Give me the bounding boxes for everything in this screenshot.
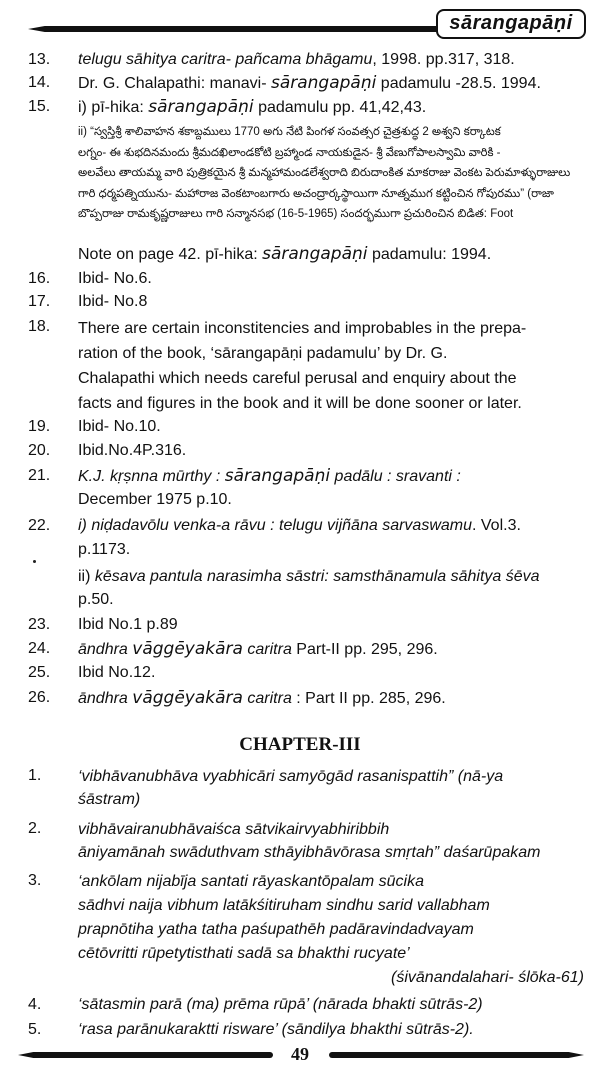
page-number: 49 xyxy=(291,1044,309,1064)
telugu-line: బొప్పరాజు రామకృష్ణరాజులు గారి సన్మానసభ (16-5-1965) సందర్భముగా ప్రచురించిన బిడిత: Foot xyxy=(78,208,514,220)
note-number: 3. xyxy=(28,872,42,889)
note-number: 26. xyxy=(28,689,51,706)
note-number: 22. xyxy=(28,517,51,534)
telugu-line: ii) “స్వస్తిశ్రీ శాలివాహన శకాబ్దములు 1770 అగు నేటి పింగళ సంవత్సర చైత్రశుద్ధ 2 అశ్వని కర్కాటక xyxy=(78,126,501,138)
note-number: 21. xyxy=(28,467,51,484)
note-number: 17. xyxy=(28,293,51,310)
verse-attribution: (śivānandalahari- ślōka-61) xyxy=(391,969,584,986)
note-number: 4. xyxy=(28,996,42,1013)
stray-mark xyxy=(33,560,36,563)
chapter-heading: CHAPTER-III xyxy=(239,734,361,755)
note-number: 5. xyxy=(28,1021,42,1038)
header-rule xyxy=(28,26,446,32)
note-number: 19. xyxy=(28,418,51,435)
note-number: 16. xyxy=(28,270,51,287)
note-number: 1. xyxy=(28,767,42,784)
note-number: 14. xyxy=(28,74,51,91)
note-number: 25. xyxy=(28,664,51,681)
note-number: 20. xyxy=(28,442,51,459)
note-number: 13. xyxy=(28,51,51,68)
note-number: 2. xyxy=(28,820,42,837)
note-number: 18. xyxy=(28,318,51,335)
telugu-line: గారి ధర్మపత్నియును- మహారాజ వెంకటాంబగారు అచంద్రార్కస్థాయిగా నూత్నముగ కట్టించిన గోపురము” (రాజా xyxy=(78,187,554,200)
note-number: 24. xyxy=(28,640,51,657)
telugu-line: లగ్నం- ఈ శుభదినమందు శ్రీమదఖిలాండకోటి బ్రహ్మాండ నాయకుడైన- శ్రీ వేణుగోపాలస్వామి వారికి - xyxy=(78,146,501,159)
note-number: 15. xyxy=(28,98,51,115)
note-number: 23. xyxy=(28,616,51,633)
running-header: sārangapāṇi xyxy=(436,9,586,39)
telugu-line: అలవేలు తాయమ్మ వారి పుత్రికయైన శ్రీ మన్మహామండలేశ్వరాది బిరుదాంకిత మాకరాజు వెంకట పెరుమాళ్ళురాజులు xyxy=(78,167,571,179)
